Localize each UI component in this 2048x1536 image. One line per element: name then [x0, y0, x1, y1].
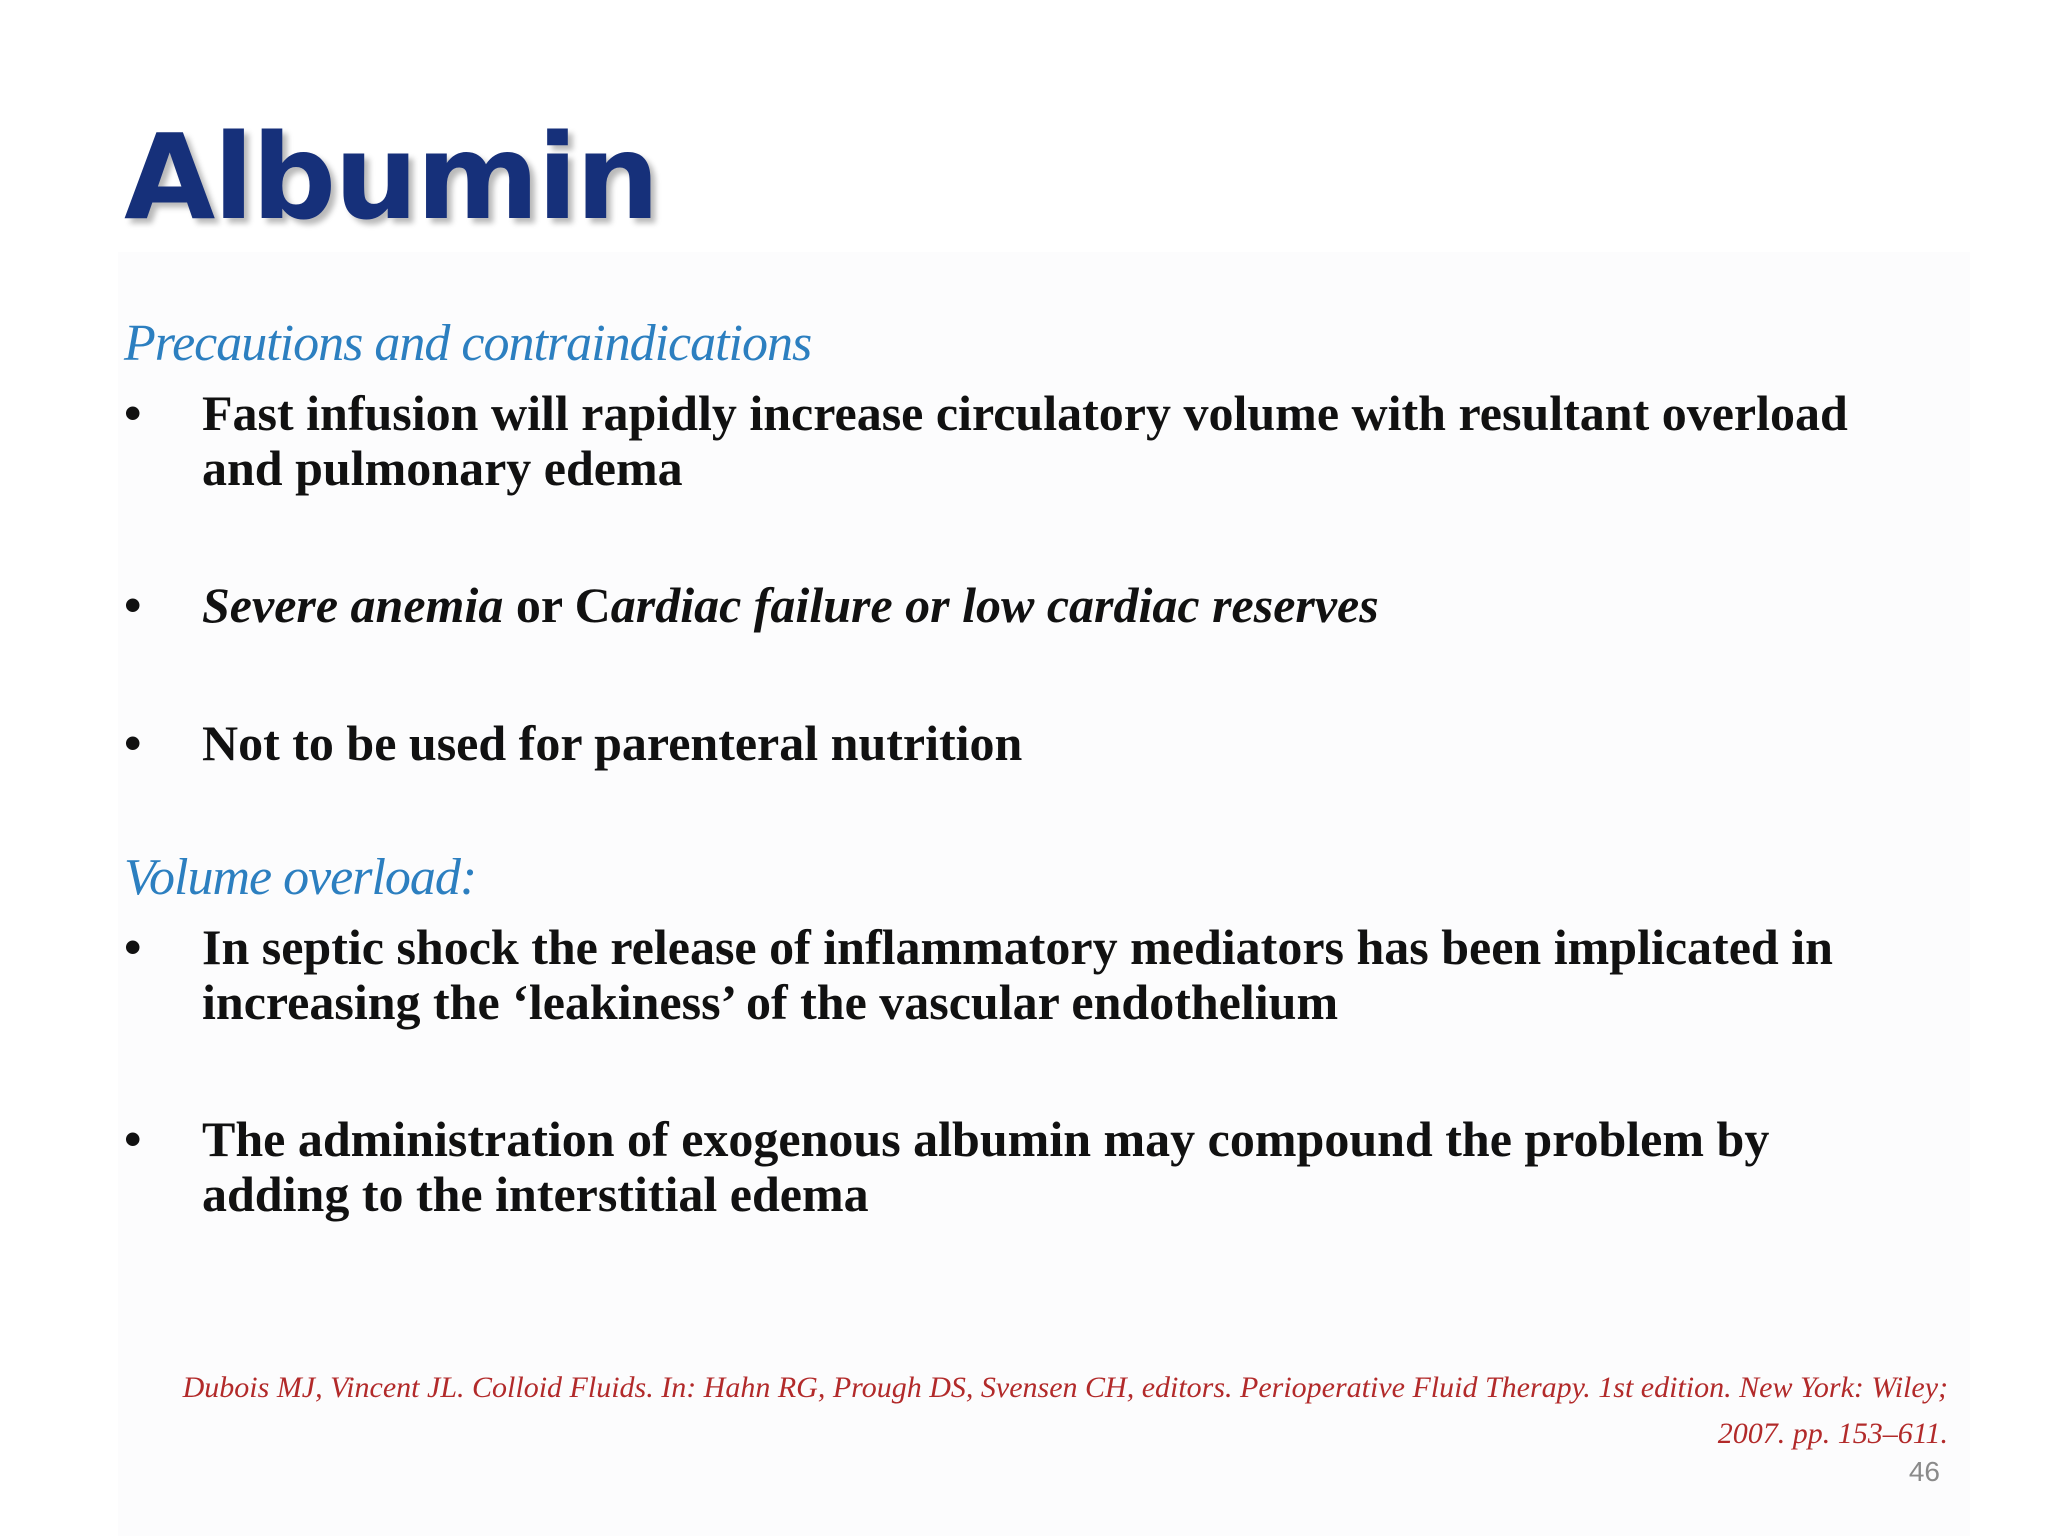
- slide-title: Albumin: [124, 108, 658, 246]
- citation-line: Dubois MJ, Vincent JL. Colloid Fluids. In: Hahn RG, Prough DS, Svensen CH, editors. Perioperative Fluid Therapy. 1st edition. New York: Wiley;: [182, 1371, 1948, 1404]
- page-number: 46: [1908, 1456, 1940, 1487]
- bullet-text-italic: Severe anemia: [202, 577, 504, 633]
- bullet-text: Not to be used for parenteral nutrition: [202, 715, 1023, 771]
- bullet-text: [202, 578, 1922, 633]
- bullet-marker: •: [124, 385, 142, 441]
- section-heading-volume-overload: Volume overload:: [124, 849, 477, 906]
- section-heading-precautions: Precautions and contraindications: [124, 315, 812, 372]
- bullet-marker: •: [124, 1111, 142, 1167]
- bullet-text: In septic shock the release of inflammatory mediators has been implicated in increasing the ‘leakiness’ of the vascular endothelium: [202, 919, 1833, 1030]
- bullet-marker: •: [124, 577, 142, 633]
- bullet-text-plain: or C: [503, 577, 611, 633]
- bullet-marker: •: [124, 919, 142, 975]
- citation: [148, 1365, 1948, 1457]
- bullet-marker: •: [124, 715, 142, 771]
- citation-line: 2007. pp. 153–611.: [1717, 1417, 1948, 1450]
- bullet-text: Fast infusion will rapidly increase circulatory volume with resultant overload and pulmonary edema: [202, 385, 1848, 496]
- bullet-text: The administration of exogenous albumin may compound the problem by adding to the interstitial edema: [202, 1111, 1770, 1222]
- bullet-text-italic: ardiac failure or low cardiac reserves: [610, 577, 1379, 633]
